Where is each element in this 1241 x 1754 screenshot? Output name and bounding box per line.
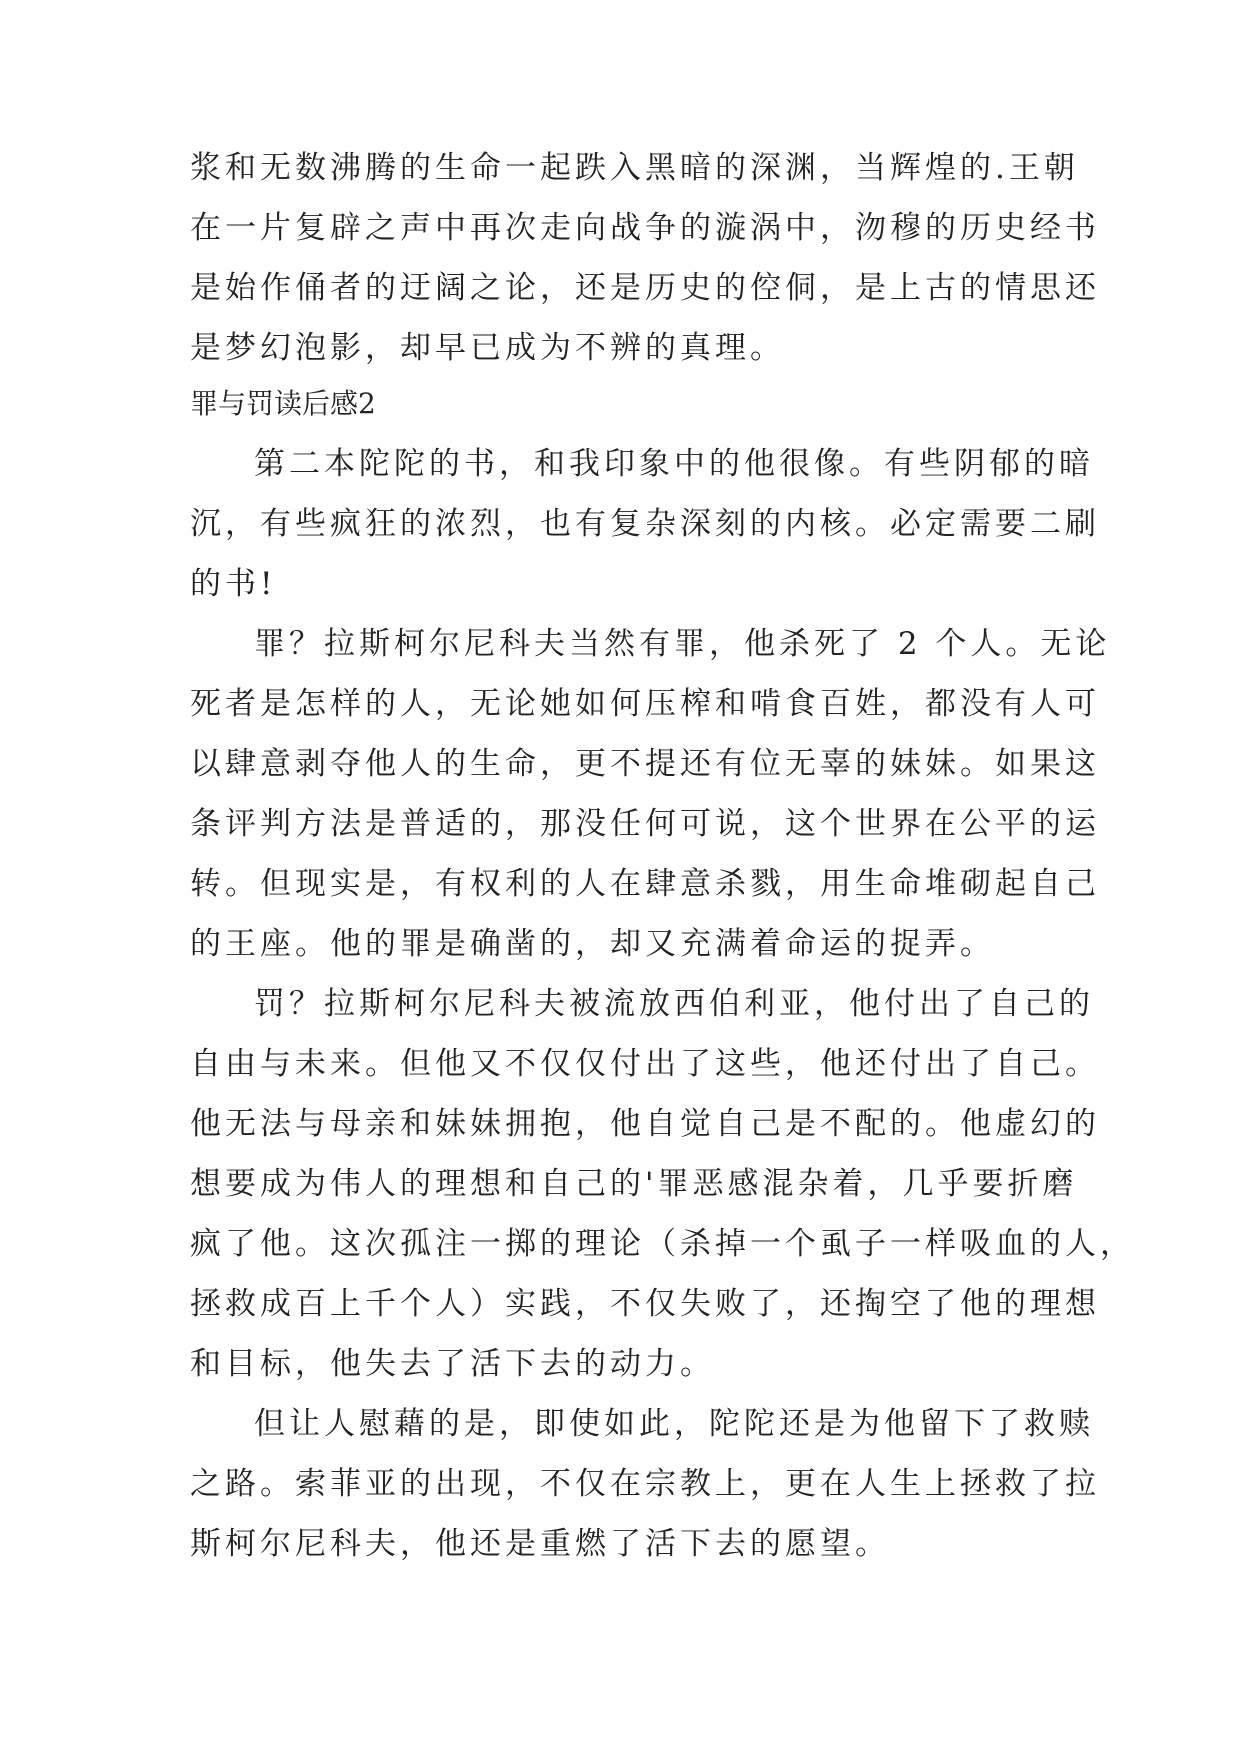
paragraph-line: 沉，有些疯狂的浓烈，也有复杂深刻的内核。必定需要二刷: [190, 506, 1100, 542]
paragraph-line: 拯救成百上千个人）实践，不仅失败了，还掏空了他的理想: [190, 1286, 1100, 1322]
paragraph-line: 的王座。他的罪是确凿的，却又充满着命运的捉弄。: [190, 926, 995, 962]
paragraph-line: 的书!: [190, 566, 277, 602]
paragraph-line: 罪？拉斯柯尔尼科夫当然有罪，他杀死了 2 个人。无论: [254, 626, 1111, 662]
paragraph-line: 想要成为伟人的理想和自己的'罪恶感混杂着，几乎要折磨: [190, 1166, 1078, 1202]
paragraph-line: 转。但现实是，有权利的人在肆意杀戮，用生命堆砌起自己: [190, 866, 1100, 902]
paragraph-line: 自由与未来。但他又不仅仅付出了这些，他还付出了自己。: [190, 1046, 1100, 1082]
intro-line: 浆和无数沸腾的生命一起跌入黑暗的深渊，当辉煌的.王朝: [190, 150, 1079, 186]
paragraph-line: 条评判方法是普适的，那没任何可说，这个世界在公平的运: [190, 806, 1100, 842]
paragraph-line: 第二本陀陀的书，和我印象中的他很像。有些阴郁的暗: [254, 446, 1094, 482]
intro-line: 是梦幻泡影，却早已成为不辨的真理。: [190, 330, 785, 366]
section-title: 罪与罚读后感2: [190, 387, 376, 420]
paragraph-line: 斯柯尔尼科夫，他还是重燃了活下去的愿望。: [190, 1526, 890, 1562]
paragraph-line: 罚？拉斯柯尔尼科夫被流放西伯利亚，他付出了自己的: [254, 986, 1094, 1022]
paragraph-line: 和目标，他失去了活下去的动力。: [190, 1346, 715, 1382]
paragraph-line: 以肆意剥夺他人的生命，更不提还有位无辜的妹妹。如果这: [190, 746, 1100, 782]
paragraph-line: 疯了他。这次孤注一掷的理论（杀掉一个虱子一样吸血的人，: [190, 1226, 1135, 1262]
intro-line: 在一片复辟之声中再次走向战争的漩涡中，沕穆的历史经书: [190, 210, 1100, 246]
paragraph-line: 但让人慰藉的是，即使如此，陀陀还是为他留下了救赎: [254, 1406, 1094, 1442]
paragraph-line: 他无法与母亲和妹妹拥抱，他自觉自己是不配的。他虚幻的: [190, 1106, 1100, 1142]
intro-line: 是始作俑者的迂阔之论，还是历史的倥侗，是上古的情思还: [190, 270, 1100, 306]
paragraph-line: 死者是怎样的人，无论她如何压榨和啃食百姓，都没有人可: [190, 686, 1100, 722]
paragraph-line: 之路。索菲亚的出现，不仅在宗教上，更在人生上拯救了拉: [190, 1466, 1100, 1502]
